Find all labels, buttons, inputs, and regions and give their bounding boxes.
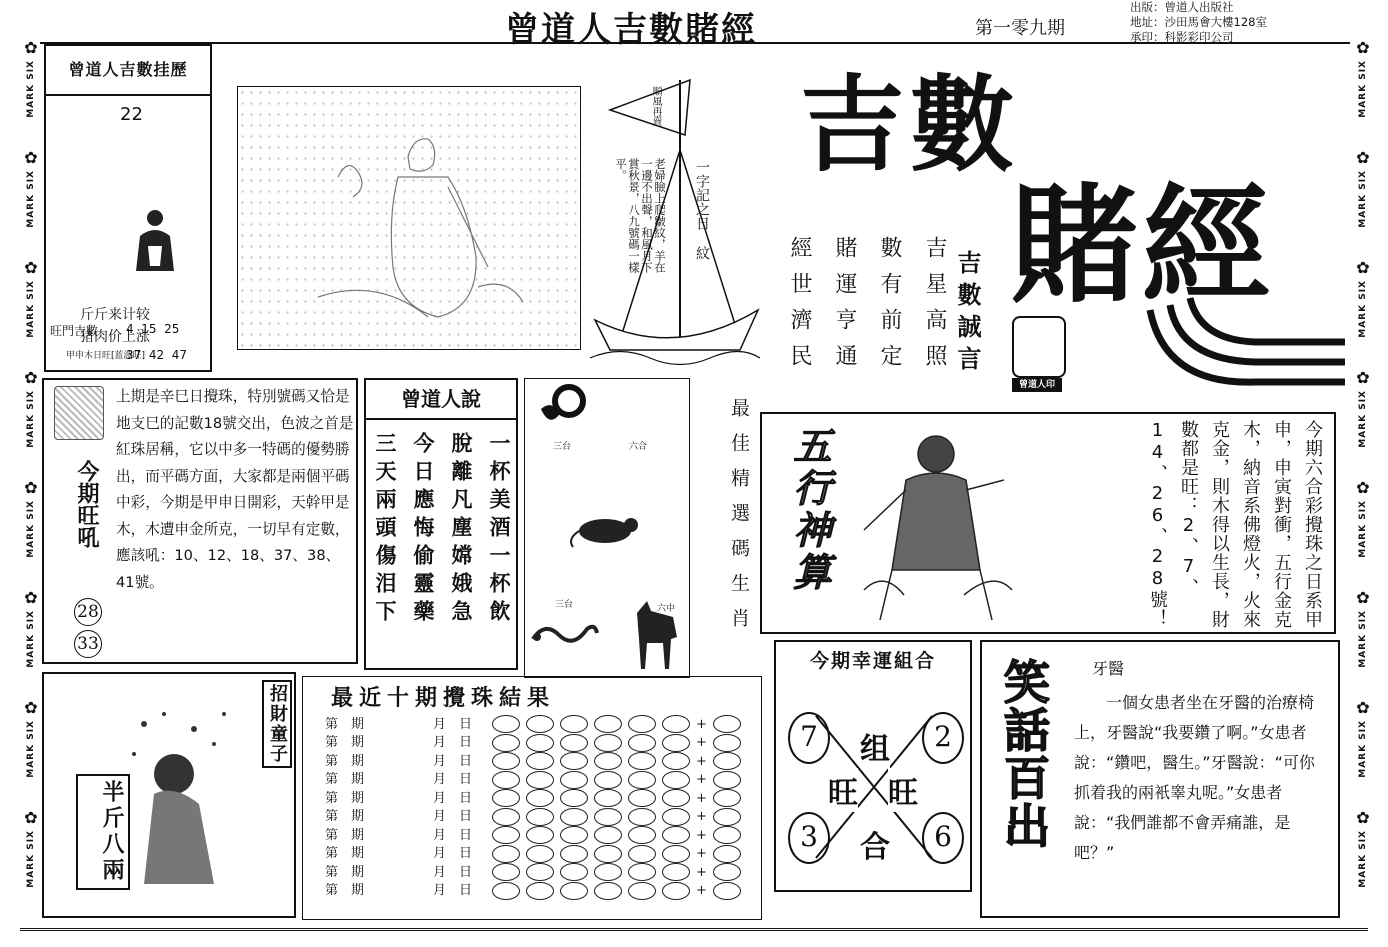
old-man-figure-icon (298, 117, 538, 337)
saying-panel (364, 378, 518, 670)
special-plus: + (696, 846, 707, 861)
logo-jishu: 吉數 (800, 63, 1021, 186)
saying-columns (370, 432, 514, 628)
result-ball (662, 882, 690, 900)
flower-icon: ✿ (1356, 148, 1370, 167)
result-ball (594, 789, 622, 807)
result-ball (594, 808, 622, 826)
almanac-day: 22 (120, 104, 143, 125)
results-row-label: 第 (325, 809, 339, 824)
zodiac-panel (524, 378, 690, 678)
results-row-label: 日 (459, 883, 473, 898)
strip-unit (1356, 260, 1369, 370)
result-ball (628, 863, 656, 881)
result-ball (492, 845, 520, 863)
address-line: 地址：沙田馬會大樓128室 (1130, 15, 1267, 29)
result-ball (594, 882, 622, 900)
results-row (325, 882, 755, 901)
almanac-line-2: 猪肉价上涨 (80, 329, 150, 345)
flower-icon: ✿ (1356, 478, 1370, 497)
strip-brand: MARK SIX (1358, 610, 1368, 668)
rat-icon (567, 509, 647, 549)
strip-brand: MARK SIX (1358, 720, 1368, 778)
saying-col-3: 今日應悔偷靈藥 (411, 432, 436, 628)
results-panel (302, 676, 762, 920)
zhaocai-title: 招財童子 (262, 680, 292, 768)
combo-number: 7 (800, 720, 818, 753)
flower-icon: ✿ (24, 258, 38, 277)
result-ball (662, 808, 690, 826)
results-row-label: 期 (351, 827, 365, 843)
result-ball (662, 771, 690, 789)
result-ball (594, 752, 622, 770)
result-ball (560, 826, 588, 844)
combo-center-top: 组 (860, 724, 890, 768)
strip-brand: MARK SIX (1358, 170, 1368, 228)
almanac-title: 曾道人吉數挂歷 (46, 46, 210, 96)
results-row-label: 第 (325, 790, 339, 806)
result-ball (526, 863, 554, 881)
result-ball (628, 734, 656, 752)
results-row-label: 第 (325, 735, 339, 750)
results-row-label: 第 (325, 883, 339, 898)
lucky-nums-label: 旺門吉數 (50, 324, 99, 338)
results-row-label: 日 (459, 735, 473, 750)
page-title: 曾道人吉數賭經 (505, 10, 757, 50)
result-ball (492, 863, 520, 881)
results-row-label: 第 (325, 864, 339, 880)
combo-number: 6 (934, 820, 952, 853)
result-ball (662, 734, 690, 752)
strip-unit (24, 150, 37, 260)
results-row-label: 月 (433, 716, 447, 732)
results-row-label: 日 (459, 827, 473, 843)
results-row-label: 第 (325, 827, 339, 843)
results-row-label: 期 (351, 716, 365, 732)
results-row-label: 日 (459, 864, 473, 880)
result-ball (662, 752, 690, 770)
footer-rule (20, 928, 1368, 931)
special-ball (713, 808, 741, 826)
lucky-combo-title: 今期幸運組合 (809, 650, 936, 672)
special-plus: + (696, 809, 707, 824)
results-row (325, 752, 755, 771)
result-ball (594, 715, 622, 733)
results-row (325, 863, 755, 882)
strip-unit (1356, 480, 1369, 590)
last-issue-text: 上期是辛巳日攪珠，特別號碼又恰是地支巳的記數18號交出，色波之首是紅珠居稱，它以中多一特碼的優勢勝出，而平碼方面，大家都是兩個平碼中彩，今期是甲申日開彩，天幹甲是木，木遭申金所克，一切早有定數，應該吼：10、12、18、37、38、41號。 (116, 388, 354, 591)
result-ball (628, 771, 656, 789)
result-ball (492, 715, 520, 733)
publisher-info (1130, 0, 1267, 45)
result-ball (526, 789, 554, 807)
flower-icon: ✿ (1356, 368, 1370, 387)
dragon-emblem-icon (54, 386, 104, 440)
result-ball (628, 845, 656, 863)
deity-figure-icon (844, 420, 1024, 628)
results-title: 最近十期攪珠結果 (331, 685, 556, 711)
result-ball (560, 752, 588, 770)
flower-icon: ✿ (24, 698, 38, 717)
issue-number: 第一零九期 (975, 18, 1065, 39)
result-ball (492, 882, 520, 900)
result-ball (492, 826, 520, 844)
result-ball (492, 734, 520, 752)
flower-icon: ✿ (1356, 588, 1370, 607)
ring-emblem-icon (535, 379, 595, 439)
motto-line-2: 數有前定 (877, 236, 902, 380)
result-ball (594, 845, 622, 863)
result-ball (560, 863, 588, 881)
result-ball (492, 789, 520, 807)
strip-unit (24, 700, 37, 810)
result-ball (662, 863, 690, 881)
combo-num-tl (788, 712, 830, 764)
results-row-label: 日 (459, 772, 473, 787)
results-row-label: 期 (351, 809, 365, 824)
right-strip (1350, 40, 1376, 920)
joke-title: 笑話百出 (997, 658, 1051, 850)
result-ball (526, 808, 554, 826)
results-row-label: 月 (433, 809, 447, 824)
result-ball (526, 752, 554, 770)
combo-number: 3 (800, 820, 818, 853)
special-plus: + (696, 827, 707, 843)
logo-dujing: 賭經 (1010, 171, 1275, 321)
flower-icon: ✿ (24, 148, 38, 167)
result-ball (560, 882, 588, 900)
motto-line-3: 賭運亨通 (832, 236, 857, 380)
result-ball (628, 789, 656, 807)
results-row-label: 期 (351, 772, 365, 787)
results-row-label: 期 (351, 735, 365, 750)
result-ball (662, 715, 690, 733)
combo-num-tr (922, 712, 964, 764)
results-row-label: 第 (325, 716, 339, 732)
combo-center-left: 旺 (828, 768, 858, 812)
result-ball (492, 771, 520, 789)
wuxing-text: 今期六合彩攪珠之日系甲申，申寅對衝，五行金克木，納音系佛燈火，火來克金，則木得以生長，財數都是旺：2、7、14、26、28號！ (1147, 420, 1323, 629)
logo-swoosh (1020, 290, 1350, 400)
special-ball (713, 863, 741, 881)
result-ball (560, 845, 588, 863)
special-plus: + (696, 790, 707, 806)
results-row (325, 771, 755, 790)
strip-unit (1356, 700, 1369, 810)
zhaocai-caption: 半斤八兩 (76, 774, 130, 890)
results-row (325, 826, 755, 845)
results-row-label: 期 (351, 790, 365, 806)
special-ball (713, 826, 741, 844)
result-ball (526, 826, 554, 844)
special-ball (713, 845, 741, 863)
result-ball (526, 845, 554, 863)
header-rule (40, 42, 1350, 44)
strip-brand: MARK SIX (26, 170, 36, 228)
results-row-label: 期 (351, 846, 365, 861)
motto-line-1: 吉星高照 (922, 236, 947, 380)
lucky-combo-panel (774, 640, 972, 892)
special-ball (713, 771, 741, 789)
flower-icon: ✿ (1356, 258, 1370, 277)
results-row-label: 日 (459, 846, 473, 861)
combo-center-right: 旺 (888, 768, 918, 812)
seal-caption: 曾道人印 (1012, 378, 1062, 392)
joke-subtitle: 牙醫 (1092, 659, 1125, 678)
result-ball (560, 808, 588, 826)
results-row-label: 日 (459, 753, 473, 769)
result-ball (594, 734, 622, 752)
strip-brand: MARK SIX (1358, 500, 1368, 558)
result-ball (594, 771, 622, 789)
strip-unit (1356, 370, 1369, 480)
result-ball (662, 845, 690, 863)
results-row-label: 期 (351, 753, 365, 769)
zodiac-side-text: 最佳精選碼生肖 (728, 398, 750, 643)
special-plus: + (696, 735, 707, 750)
horse-icon (625, 593, 685, 673)
motto-line-4: 經世濟民 (787, 236, 812, 380)
combo-center-bottom: 合 (860, 822, 890, 866)
combo-number: 2 (934, 720, 952, 753)
result-ball (628, 882, 656, 900)
result-ball (628, 752, 656, 770)
zhaocai-panel (42, 672, 296, 918)
special-plus: + (696, 716, 707, 732)
zodiac-label: 三台 (555, 600, 574, 610)
result-ball (560, 771, 588, 789)
results-row-label: 第 (325, 772, 339, 787)
results-row (325, 808, 755, 827)
special-plus: + (696, 864, 707, 880)
strip-brand: MARK SIX (26, 60, 36, 118)
results-table (325, 715, 755, 900)
motto-label: 吉數誠言 (953, 250, 982, 378)
zodiac-label: 六中 (657, 604, 676, 614)
combo-num-br (922, 812, 964, 864)
flower-icon: ✿ (24, 808, 38, 827)
flower-icon: ✿ (1356, 698, 1370, 717)
publisher-line: 出版：曾道人出版社 (1130, 0, 1234, 14)
strip-brand: MARK SIX (1358, 830, 1368, 888)
results-row-label: 月 (433, 864, 447, 880)
last-issue-panel (42, 378, 358, 664)
results-row-label: 月 (433, 790, 447, 806)
strip-brand: MARK SIX (26, 280, 36, 338)
zodiac-label: 三台 (553, 442, 572, 452)
flower-icon: ✿ (1356, 808, 1370, 827)
result-ball (662, 789, 690, 807)
strip-unit (1356, 40, 1369, 150)
results-row (325, 715, 755, 734)
lucky-nums-row1: 4 15 25 (126, 322, 180, 336)
saying-col-4: 三天兩頭傷泪下 (373, 432, 398, 628)
result-ball (628, 826, 656, 844)
strip-unit (24, 810, 37, 920)
strip-brand: MARK SIX (26, 830, 36, 888)
saying-title: 曾道人說 (366, 380, 516, 420)
strip-brand: MARK SIX (26, 390, 36, 448)
combo-num-bl (788, 812, 830, 864)
printer-line: 承印：科影彩印公司 (1130, 30, 1234, 44)
joke-panel (980, 640, 1340, 918)
strip-brand: MARK SIX (26, 720, 36, 778)
result-ball (526, 715, 554, 733)
saying-col-1: 一杯美酒一杯飲 (487, 432, 512, 628)
last-issue-numbers (74, 598, 102, 658)
result-ball (628, 715, 656, 733)
special-plus: + (696, 753, 707, 769)
results-row-label: 第 (325, 753, 339, 769)
seal-stamp (1012, 316, 1066, 378)
saying-col-2: 脫離凡塵嫦娥急 (449, 432, 474, 628)
result-ball (526, 771, 554, 789)
results-row-label: 月 (433, 735, 447, 750)
lucky-number: 33 (74, 630, 102, 658)
results-row-label: 月 (433, 846, 447, 861)
strip-unit (24, 590, 37, 700)
almanac-line-3: 甲申木日旺[蓝波旺] (66, 351, 146, 361)
results-row-label: 期 (351, 864, 365, 880)
zodiac-label: 六合 (629, 442, 648, 452)
result-ball (594, 863, 622, 881)
strip-unit (24, 370, 37, 480)
special-ball (713, 734, 741, 752)
strip-unit (1356, 150, 1369, 260)
strip-brand: MARK SIX (1358, 280, 1368, 338)
result-ball (560, 734, 588, 752)
joke-text: 一個女患者坐在牙醫的治療椅上，牙醫說“我要鑽了啊。”女患者說：“鑽吧，醫生。”牙醫說：“可你抓着我的兩衹睾丸呢。”女患者說：“我們誰都不會弄痛誰，是吧？” (1074, 693, 1315, 862)
special-ball (713, 752, 741, 770)
sage-illustration (237, 86, 581, 350)
almanac-line-1: 斤斤来计较 (80, 307, 150, 323)
result-ball (492, 752, 520, 770)
left-strip (18, 40, 44, 920)
boat-poem: 老婦臉上爬皺紋，羊在一邊不出聲，和風月下賞秋景，八九號碼一樣平。 (614, 158, 667, 273)
results-row (325, 734, 755, 753)
result-ball (526, 882, 554, 900)
strip-unit (24, 260, 37, 370)
special-plus: + (696, 772, 707, 787)
boat-flag-text: 順風再賣 (650, 86, 661, 126)
results-row-label: 第 (325, 846, 339, 861)
special-plus: + (696, 883, 707, 898)
lucky-nums-row2: 37 42 47 (126, 348, 188, 362)
wuxing-title: 五行神算 (787, 426, 832, 594)
special-ball (713, 715, 741, 733)
results-row (325, 845, 755, 864)
results-row-label: 期 (351, 883, 365, 898)
last-issue-label: 今期旺吼 (74, 460, 100, 548)
strip-unit (1356, 590, 1369, 700)
wuxing-panel (760, 412, 1336, 634)
boat-caption: 一字記之日 紋 (694, 160, 710, 260)
result-ball (560, 789, 588, 807)
flower-icon: ✿ (1356, 38, 1370, 57)
sage-figure-icon (130, 206, 180, 276)
results-row-label: 日 (459, 716, 473, 732)
flower-icon: ✿ (24, 368, 38, 387)
results-row-label: 月 (433, 772, 447, 787)
results-row-label: 月 (433, 883, 447, 898)
lucky-number: 28 (74, 598, 102, 626)
results-row-label: 月 (433, 753, 447, 769)
strip-brand: MARK SIX (26, 610, 36, 668)
result-ball (662, 826, 690, 844)
strip-unit (1356, 810, 1369, 920)
strip-unit (24, 480, 37, 590)
result-ball (628, 808, 656, 826)
results-row-label: 日 (459, 809, 473, 824)
results-row-label: 月 (433, 827, 447, 843)
result-ball (594, 826, 622, 844)
results-row (325, 789, 755, 808)
flower-icon: ✿ (24, 588, 38, 607)
flower-icon: ✿ (24, 478, 38, 497)
strip-unit (24, 40, 37, 150)
results-row-label: 日 (459, 790, 473, 806)
dragon-icon (529, 615, 599, 655)
result-ball (492, 808, 520, 826)
flower-icon: ✿ (24, 38, 38, 57)
special-ball (713, 882, 741, 900)
special-ball (713, 789, 741, 807)
strip-brand: MARK SIX (1358, 60, 1368, 118)
motto-poem (784, 236, 950, 380)
result-ball (526, 734, 554, 752)
result-ball (560, 715, 588, 733)
strip-brand: MARK SIX (1358, 390, 1368, 448)
strip-brand: MARK SIX (26, 500, 36, 558)
